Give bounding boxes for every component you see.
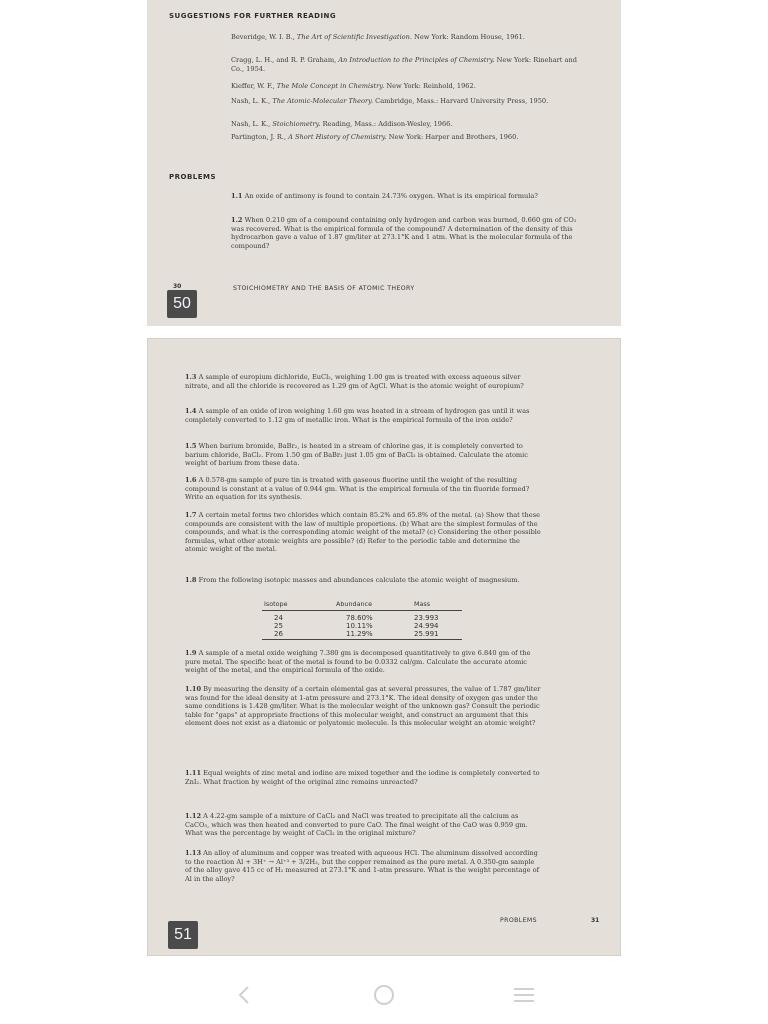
reference-title: The Art of Scientific Investigation. — [296, 33, 412, 41]
problem-number: 1.12 — [185, 812, 202, 820]
reference-publisher: New York: Reinhold, 1962. — [384, 82, 476, 90]
problem-number: 1.2 — [231, 216, 243, 224]
problem-item — [185, 849, 541, 883]
problem-text: A 0.578-gm sample of pure tin is treated with gaseous fluorine until the weight of the resulting compound is constant at a value of 0.944 gm. What is the empirical formula of the tin fluoride formed? Write an equation for its synthesis. — [185, 476, 530, 502]
reference-title: The Mole Concept in Chemistry. — [276, 82, 385, 90]
reference-author: Partington, J. R., — [231, 133, 289, 141]
table-cell: 24.994 — [414, 622, 439, 630]
reference-item — [231, 133, 591, 142]
problem-item — [185, 373, 541, 390]
reference-author: Cragg, L. H., and R. P. Graham, — [231, 56, 339, 64]
problem-text: An oxide of antimony is found to contain 24.73% oxygen. What is its empirical formula? — [242, 192, 538, 200]
table-cell: 25 — [274, 622, 283, 630]
problem-number: 1.10 — [185, 685, 202, 693]
reference-title: The Atomic-Molecular Theory. — [272, 97, 374, 105]
table-row — [262, 622, 462, 630]
reference-author: Kieffer, W. F., — [231, 82, 277, 90]
table-cell: 26 — [262, 630, 336, 640]
table-cell: 10.11% — [346, 622, 373, 630]
home-button[interactable] — [369, 980, 399, 1010]
running-head: STOICHIOMETRY AND THE BASIS OF ATOMIC THEORY — [233, 285, 415, 292]
problem-number: 1.11 — [185, 769, 202, 777]
problem-number: 1.9 — [185, 649, 197, 657]
problem-number: 1.4 — [185, 407, 197, 415]
problem-item — [231, 192, 591, 201]
table-cell: 78.60% — [346, 614, 373, 622]
problem-item — [185, 576, 541, 585]
reference-author: Nash, L. K., — [231, 97, 273, 105]
book-page-50 — [147, 0, 621, 326]
problem-text: A 4.22-gm sample of a mixture of CaCl₂ and NaCl was treated to precipitate all the calcium as CaCO₃, which was then heated and converted to pure CaO. The final weight of the CaO was 0.959 gm. What was the percentage by weight of CaCl₂ in the original mixture? — [185, 812, 528, 838]
problem-number: 1.13 — [185, 849, 202, 857]
table-cell: 24 — [274, 614, 283, 622]
problem-item — [231, 216, 591, 250]
page-number-badge: 51 — [168, 921, 198, 949]
reference-publisher: Reading, Mass.: Addison-Wesley, 1966. — [320, 120, 453, 128]
problem-text: When barium bromide, BaBr₂, is heated in a stream of chlorine gas, it is completely converted to barium chloride, BaCl₂. From 1.50 gm of BaBr₂ just 1.05 gm of BaCl₂ is obtained. Calculate the atomic weight of barium from these data. — [185, 442, 528, 468]
problem-item — [185, 442, 541, 468]
reference-item — [231, 120, 591, 129]
table-header-mass: Mass — [414, 599, 462, 611]
home-circle-icon — [369, 980, 399, 1010]
problem-text: A sample of an oxide of iron weighing 1.60 gm was heated in a stream of hydrogen gas until it was completely converted to 1.12 gm of metallic iron. What is the empirical formula of the iron oxide? — [185, 407, 530, 424]
page-number-badge: 50 — [167, 290, 197, 318]
problem-item — [185, 769, 541, 786]
system-navigation-bar — [0, 966, 768, 1024]
back-button[interactable] — [229, 980, 259, 1010]
reference-title: Stoichiometry. — [272, 120, 321, 128]
problem-item — [185, 649, 541, 675]
reference-item — [231, 56, 591, 73]
page-folio: 31 — [591, 917, 600, 924]
back-chevron-icon — [229, 980, 259, 1010]
further-reading-heading: SUGGESTIONS FOR FURTHER READING — [169, 12, 337, 20]
problem-item — [185, 511, 541, 554]
table-cell: 25.991 — [414, 630, 462, 640]
problem-text: By measuring the density of a certain elemental gas at several pressures, the value of 1.787 gm/liter was found for the ideal density at 1-atm pressure and 273.1°K. The ideal density of oxygen gas under the same conditions is 1.428 gm/liter. What is the molecular weight of the unknown gas? Consult the periodic table for "gaps" at appropriate fractions of this molecular weight, and construct an argument that this element does not exist as a diatomic or polyatomic molecule. Is this molecular weight an atomic weight? — [185, 685, 541, 728]
problem-item — [185, 407, 541, 424]
reference-title: A Short History of Chemistry. — [288, 133, 387, 141]
table-cell: 11.29% — [336, 630, 414, 640]
problem-text: A certain metal forms two chlorides which contain 85.2% and 65.8% of the metal. (a) Show that these compounds are consistent with the law of multiple proportions. (b) What are the simplest formulas of the compounds, and what is the corresponding atomic weight of the metal? (c) Considering the other possible formulas, what other atomic weights are possible? (d) Refer to the periodic table and determine the atomic weight of the metal. — [185, 511, 541, 554]
problem-item — [185, 476, 541, 502]
reference-item — [231, 33, 591, 42]
table-row — [262, 630, 462, 640]
problem-number: 1.8 — [185, 576, 197, 584]
reference-publisher: New York: Rinehart and Co., 1954. — [231, 56, 577, 73]
problem-text: A sample of a metal oxide weighing 7.380 gm is decomposed quantitatively to give 6.840 gm of the pure metal. The specific heat of the metal is found to be 0.0332 cal/gm. Calculate the accurate atomic weight of the metal, and the empirical formula of the oxide. — [185, 649, 531, 675]
reference-publisher: New York: Harper and Brothers, 1960. — [386, 133, 519, 141]
problem-text: An alloy of aluminum and copper was treated with aqueous HCl. The aluminum dissolved according to the reaction Al + 3H⁺ → Al⁺³ + 3/2H₂, but the copper remained as the pure metal. A 0.350-gm sample of the alloy gave 415 cc of H₂ measured at 273.1°K and 1-atm pressure. What is the weight percentage of Al in the alloy? — [185, 849, 540, 883]
reference-author: Nash, L. K., — [231, 120, 273, 128]
table-header-abundance: Abundance — [336, 599, 414, 611]
problem-item — [185, 812, 541, 838]
reference-item — [231, 82, 591, 91]
reference-publisher: New York: Random House, 1961. — [412, 33, 525, 41]
problem-item — [185, 685, 541, 728]
table-header-isotope: Isotope — [262, 599, 336, 611]
problem-number: 1.7 — [185, 511, 197, 519]
isotope-table — [262, 599, 462, 640]
reference-publisher: Cambridge, Mass.: Harvard University Press, 1950. — [373, 97, 549, 105]
problem-number: 1.6 — [185, 476, 197, 484]
reference-title: An Introduction to the Principles of Chemistry. — [338, 56, 495, 64]
recents-button[interactable] — [509, 980, 539, 1010]
problems-heading: PROBLEMS — [169, 173, 217, 181]
problem-number: 1.3 — [185, 373, 197, 381]
problem-number: 1.5 — [185, 442, 197, 450]
table-row — [262, 611, 462, 623]
reference-item — [231, 97, 591, 106]
page-folio: 30 — [173, 283, 182, 290]
book-page-51 — [147, 338, 621, 956]
problem-text: From the following isotopic masses and abundances calculate the atomic weight of magnesium. — [196, 576, 520, 584]
problem-text: A sample of europium dichloride, EuCl₂, weighing 1.00 gm is treated with excess aqueous silver nitrate, and all the chloride is recovered as 1.29 gm of AgCl. What is the atomic weight of europium? — [185, 373, 524, 390]
problem-text: When 0.210 gm of a compound containing only hydrogen and carbon was burned, 0.660 gm of CO₂ was recovered. What is the empirical formula of the compound? A determination of the density of this hydrocarbon gave a value of 1.87 gm/liter at 273.1°K and 1 atm. What is the molecular formula of the compound? — [231, 216, 577, 250]
problem-number: 1.1 — [231, 192, 243, 200]
recent-apps-icon — [509, 980, 539, 1010]
problem-text: Equal weights of zinc metal and iodine are mixed together and the iodine is completely converted to ZnI₂. What fraction by weight of the original zinc remains unreacted? — [185, 769, 540, 786]
table-cell: 23.993 — [414, 614, 439, 622]
reference-author: Beveridge, W. I. B., — [231, 33, 297, 41]
running-head: PROBLEMS — [500, 917, 537, 924]
